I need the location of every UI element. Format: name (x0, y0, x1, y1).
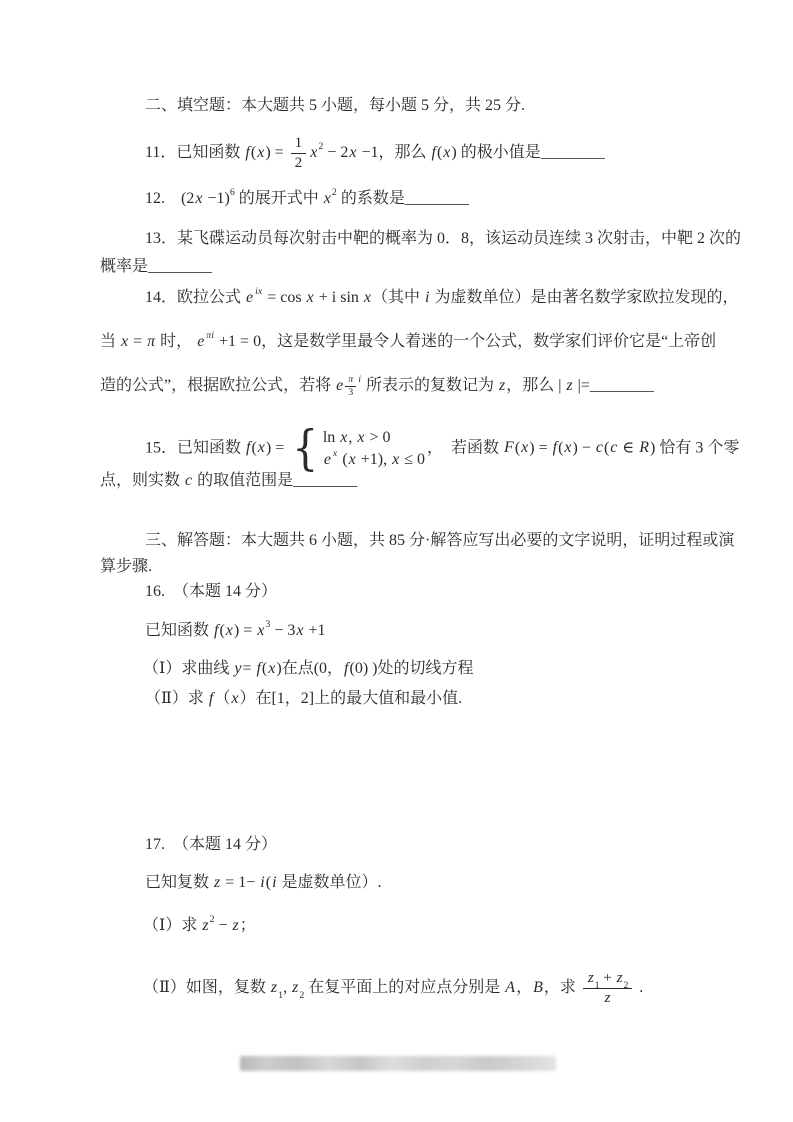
answer-section-header-line-2: 算步骤. (100, 558, 153, 575)
problem-13-line-2: 概率是________ (100, 258, 213, 275)
problem-17-given: 已知复数 z = 1− i(i 是虚数单位）. (145, 874, 382, 891)
problem-16-part-1: （Ⅰ）求曲线 y= f(x)在点(0，f(0) )处的切线方程 (143, 660, 474, 677)
problem-13-line-1: 13．某飞碟运动员每次射击中靶的概率为 0．8，该运动员连续 3 次射击，中靶 2 次的 (145, 230, 742, 247)
problem-17-part-1: （Ⅰ）求 $z^2 - z$； (143, 914, 256, 934)
problem-14-line-1: 14．欧拉公式 e $^{ix}$ = cos x + i sin x（其中 i 为虚数单位）是由著名数学家欧拉发现的， (145, 286, 739, 306)
problem-14-line-3: 造的公式”，根据欧拉公式，若将 e $^{\frac{\pi}{3} i}$ 所表示的复数记为 z，那么 | z |=________ (100, 374, 654, 399)
problem-15-line-2: 点，则实数 c 的取值范围是________ (100, 472, 358, 489)
problem-16-given: 已知函数 $f(x) = x^3 - 3x +1$ (145, 619, 326, 639)
problem-16-heading: 16. （本题 14 分） (145, 583, 278, 600)
redacted-watermark-bar (240, 1056, 556, 1071)
answer-section-header-line-1: 三、解答题：本大题共 6 小题，共 85 分·解答应写出必要的文字说明，证明过程或演 (145, 532, 735, 549)
problem-15-line-1: 15．已知函数 f(x) = { ln x, x > 0 e $^x$ (x +1), x ≤ 0 ， 若函数 F(x) = f(x) − c(c ∈ R) 恰有 3 个零 (145, 420, 740, 477)
problem-17-part-2: （Ⅱ）如图，复数 $z_1$, $z_2$ 在复平面上的对应点分别是 A，B，求 $\frac{z_1 + z_2}{z}$ . (143, 969, 644, 1006)
problem-17-heading: 17. （本题 14 分） (145, 836, 278, 853)
problem-11: 11．已知函数 f(x) = $\frac{1}{2}$ $x^2 - 2x -1$，那么 f(x) 的极小值是________ (145, 134, 605, 171)
problem-16-part-2: （Ⅱ）求 f（x）在[1，2]上的最大值和最小值. (145, 690, 463, 707)
problem-12: 12. $(2x -1)^6$ 的展开式中 $x^2$ 的系数是________ (145, 187, 469, 207)
fill-in-section-header: 二、填空题：本大题共 5 小题，每小题 5 分，共 25 分. (145, 97, 526, 114)
problem-14-line-2: 当 x = π 时， e $^{\pi i}$ +1 = 0，这是数学里最令人着迷的一个公式，数学家们评价它是“上帝创 (100, 330, 717, 350)
